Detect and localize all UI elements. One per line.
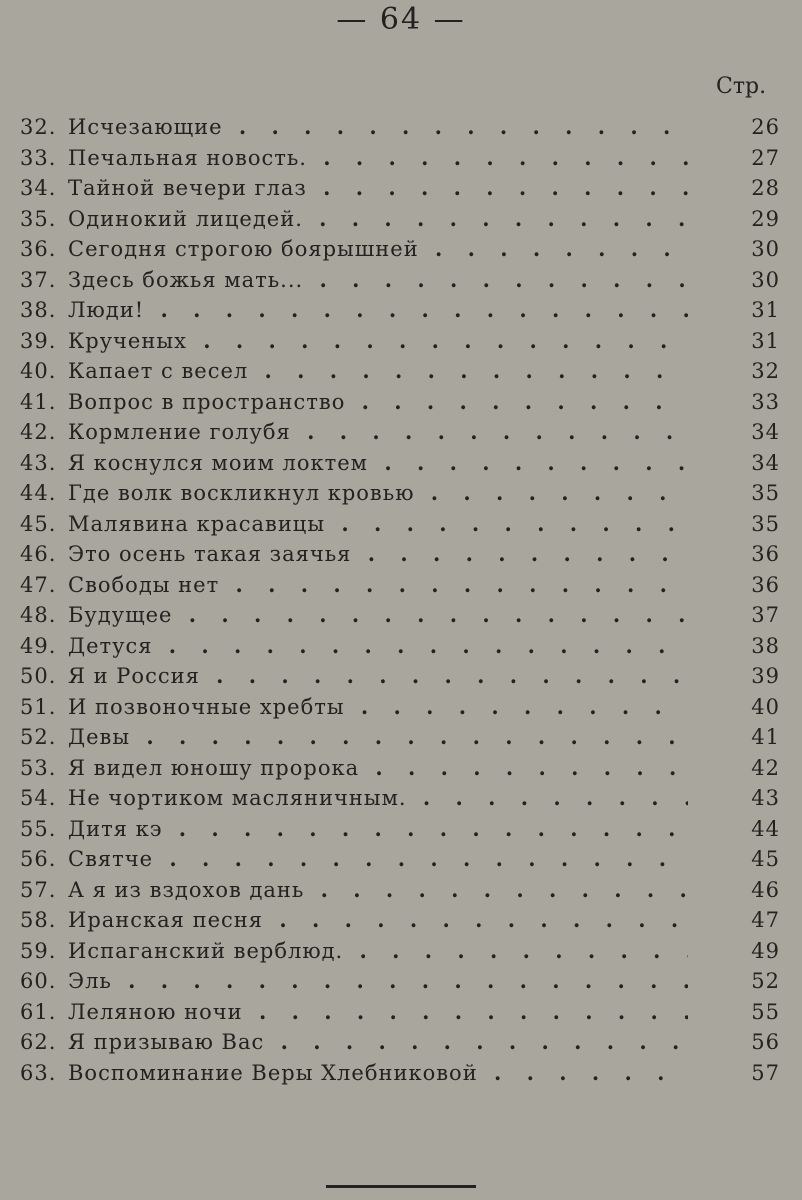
toc-entry-page: 55 <box>751 999 780 1024</box>
toc-entry-number: 55. <box>20 816 57 841</box>
end-rule-divider <box>326 1185 476 1188</box>
toc-entry-title: Не чортиком масляничным. . . . <box>68 783 688 813</box>
toc-entry-title: Я коснулся моим локтем . . . <box>68 448 688 478</box>
toc-entry <box>20 966 780 997</box>
toc-entry-number: 36. <box>20 237 57 261</box>
toc-entry <box>20 1027 780 1058</box>
toc-entry-page: 56 <box>751 1030 780 1054</box>
toc-entry <box>20 387 780 418</box>
toc-entry-number: 39. <box>20 328 57 353</box>
toc-entry-page: 27 <box>751 145 780 170</box>
toc-entry-title: И позвоночные хребты . . . <box>68 692 688 722</box>
toc-entry-page: 38 <box>751 633 780 658</box>
toc-entry-title: Девы . . . <box>68 722 688 752</box>
toc-entry-title: Печальная новость. . . . <box>68 143 688 173</box>
toc-entry <box>20 112 780 143</box>
toc-entry-title: Одинокий лицедей. . . . <box>68 204 688 234</box>
toc-entry-page: 45 <box>751 847 780 871</box>
toc-entry-page: 43 <box>751 786 780 810</box>
toc-entry-title: Воспоминание Веры Хлебниковой . . . <box>68 1058 688 1088</box>
toc-entry-title: Я и Россия . . . <box>68 661 688 691</box>
toc-entry <box>20 661 780 692</box>
toc-entry-page: 31 <box>751 328 780 353</box>
toc-entry-page: 30 <box>751 267 780 292</box>
toc-entry <box>20 570 780 601</box>
toc-entry <box>20 997 780 1028</box>
toc-entry-number: 57. <box>20 877 57 902</box>
toc-entry-number: 42. <box>20 420 57 444</box>
toc-entry-page: 33 <box>751 389 780 414</box>
toc-entry-title: Кормление голубя . . . <box>68 417 688 447</box>
toc-entry-number: 34. <box>20 176 57 200</box>
toc-entry-number: 44. <box>20 481 57 505</box>
toc-entry-page: 52 <box>751 969 780 993</box>
table-of-contents <box>20 112 780 1088</box>
toc-entry-title: А я из вздохов дань . . . <box>68 875 688 905</box>
toc-entry-title: Иранская песня . . . <box>68 905 688 935</box>
toc-entry <box>20 143 780 174</box>
toc-entry-number: 50. <box>20 664 57 688</box>
toc-entry <box>20 356 780 387</box>
toc-entry <box>20 722 780 753</box>
toc-entry-title: Будущее . . . <box>68 600 688 630</box>
toc-entry <box>20 753 780 784</box>
toc-entry-page: 40 <box>751 694 780 719</box>
toc-entry-title: Леляною ночи . . . <box>68 997 688 1027</box>
toc-entry-title: Тайной вечери глаз . . . <box>68 173 688 203</box>
toc-entry-title: Крученых . . . <box>68 326 688 356</box>
toc-entry-page: 44 <box>751 816 780 841</box>
toc-entry-page: 35 <box>751 481 780 505</box>
toc-entry-title: Святче . . . <box>68 844 688 874</box>
toc-entry <box>20 417 780 448</box>
toc-entry-number: 48. <box>20 603 57 627</box>
toc-entry-title: Капает с весел . . . <box>68 356 688 386</box>
toc-entry-number: 63. <box>20 1060 57 1085</box>
toc-entry <box>20 509 780 540</box>
toc-entry-number: 45. <box>20 511 57 536</box>
toc-entry-title: Здесь божья мать... . . . <box>68 265 688 295</box>
toc-entry <box>20 692 780 723</box>
toc-entry <box>20 539 780 570</box>
toc-entry <box>20 326 780 357</box>
toc-entry-title: Эль . . . <box>68 966 688 996</box>
toc-entry-page: 46 <box>751 877 780 902</box>
toc-entry-title: Я видел юношу пророка . . . <box>68 753 688 783</box>
toc-entry-number: 51. <box>20 694 57 719</box>
toc-entry-title: Где волк воскликнул кровью . . . <box>68 478 688 508</box>
toc-entry-page: 41 <box>751 725 780 749</box>
toc-entry <box>20 936 780 967</box>
toc-entry-page: 35 <box>751 511 780 536</box>
toc-entry <box>20 204 780 235</box>
toc-entry-number: 58. <box>20 908 57 932</box>
toc-entry-title: Люди! . . . <box>68 295 688 325</box>
toc-entry-page: 36 <box>751 572 780 597</box>
toc-entry <box>20 295 780 326</box>
toc-entry-title: Я призываю Вас . . . <box>68 1027 688 1057</box>
toc-entry <box>20 814 780 845</box>
page-number: — 64 — <box>336 2 466 37</box>
toc-entry <box>20 265 780 296</box>
toc-entry-number: 38. <box>20 298 57 322</box>
toc-entry-number: 61. <box>20 999 57 1024</box>
toc-entry-page: 39 <box>751 664 780 688</box>
toc-entry-page: 32 <box>751 359 780 383</box>
toc-entry <box>20 234 780 265</box>
toc-entry-number: 53. <box>20 755 57 780</box>
toc-entry-number: 52. <box>20 725 57 749</box>
toc-entry-number: 35. <box>20 206 57 231</box>
toc-entry-page: 34 <box>751 450 780 475</box>
toc-entry <box>20 875 780 906</box>
toc-entry-title: Испаганский верблюд. . . . <box>68 936 688 966</box>
toc-entry-number: 43. <box>20 450 57 475</box>
toc-entry-page: 28 <box>751 176 780 200</box>
toc-entry-number: 59. <box>20 938 57 963</box>
toc-entry-number: 47. <box>20 572 57 597</box>
toc-entry-title: Исчезающие . . . <box>68 112 688 142</box>
toc-entry-page: 30 <box>751 237 780 261</box>
toc-entry <box>20 600 780 631</box>
toc-entry-title: Это осень такая заячья . . . <box>68 539 688 569</box>
toc-entry <box>20 173 780 204</box>
toc-entry-number: 54. <box>20 786 57 810</box>
toc-entry <box>20 844 780 875</box>
toc-entry-page: 34 <box>751 420 780 444</box>
toc-entry <box>20 1058 780 1089</box>
toc-entry-number: 60. <box>20 969 57 993</box>
toc-entry <box>20 448 780 479</box>
toc-entry-page: 47 <box>751 908 780 932</box>
toc-entry-number: 33. <box>20 145 57 170</box>
toc-entry-number: 49. <box>20 633 57 658</box>
toc-entry-page: 36 <box>751 542 780 566</box>
toc-entry <box>20 783 780 814</box>
toc-entry-number: 41. <box>20 389 57 414</box>
toc-entry-number: 56. <box>20 847 57 871</box>
page-column-header: Стр. <box>716 74 767 99</box>
toc-entry-page: 57 <box>751 1060 780 1085</box>
toc-entry-title: Сегодня строгою боярышней . . . <box>68 234 688 264</box>
toc-entry-page: 37 <box>751 603 780 627</box>
toc-entry <box>20 631 780 662</box>
toc-entry-title: Свободы нет . . . <box>68 570 688 600</box>
toc-entry-page: 49 <box>751 938 780 963</box>
toc-entry-number: 46. <box>20 542 57 566</box>
toc-entry-page: 31 <box>751 298 780 322</box>
toc-entry-page: 26 <box>751 115 780 139</box>
toc-entry-number: 37. <box>20 267 57 292</box>
toc-entry <box>20 905 780 936</box>
toc-entry-title: Дитя кэ . . . <box>68 814 688 844</box>
toc-entry-number: 40. <box>20 359 57 383</box>
toc-entry-title: Детуся . . . <box>68 631 688 661</box>
toc-entry-title: Малявина красавицы . . . <box>68 509 688 539</box>
toc-entry <box>20 478 780 509</box>
toc-entry-page: 29 <box>751 206 780 231</box>
toc-entry-number: 62. <box>20 1030 57 1054</box>
toc-entry-number: 32. <box>20 115 57 139</box>
toc-entry-title: Вопрос в пространство . . . <box>68 387 688 417</box>
toc-entry-page: 42 <box>751 755 780 780</box>
